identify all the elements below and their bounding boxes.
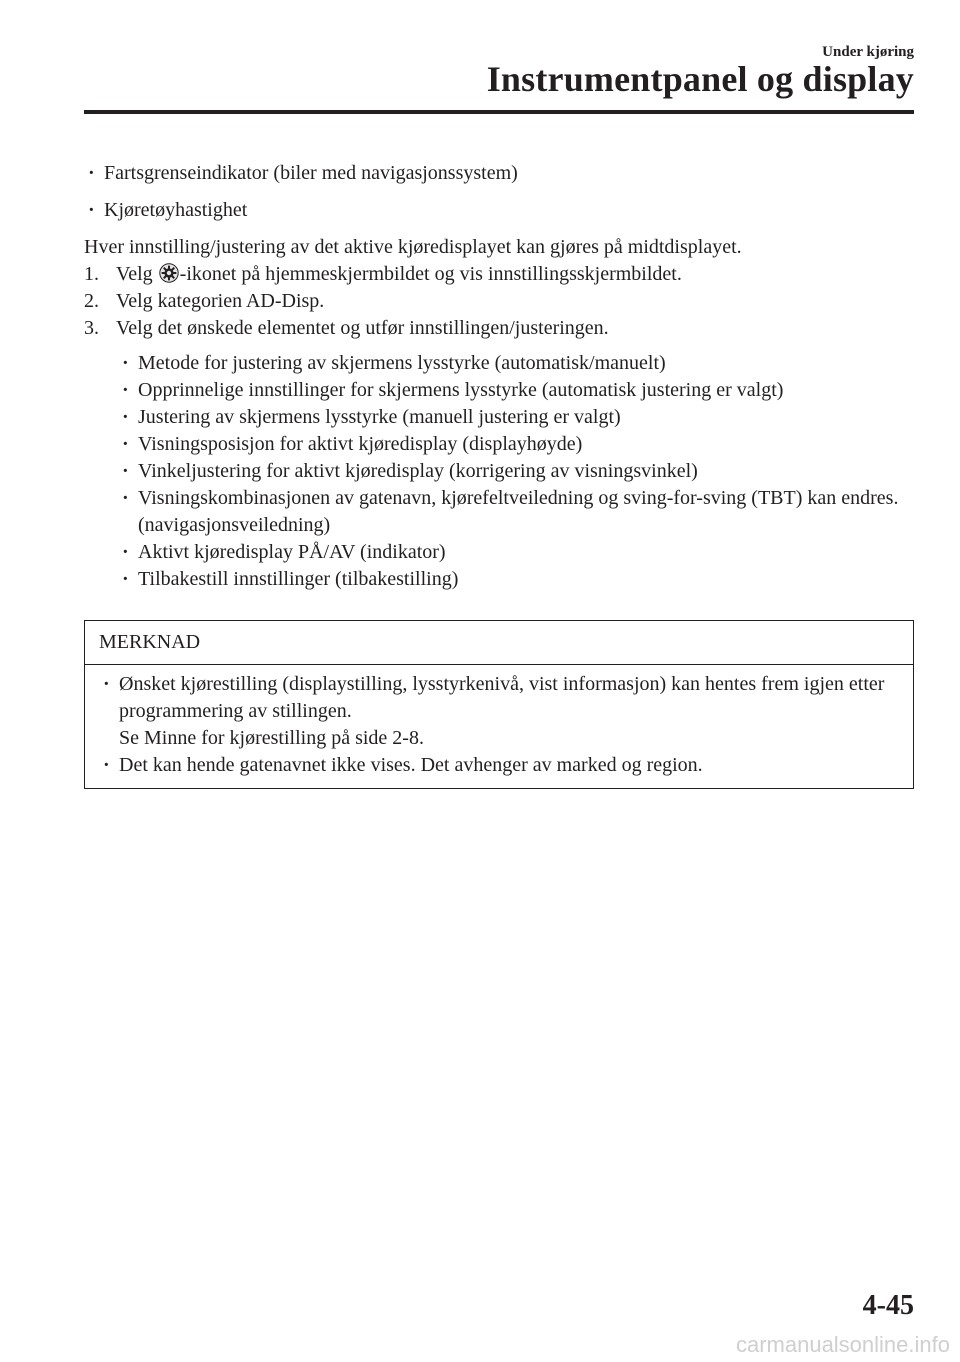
- step-number: 1.: [84, 263, 99, 285]
- step-text-post: -ikonet på hjemmeskjermbildet og vis innstillingsskjermbildet.: [179, 263, 682, 285]
- list-item: · Opprinnelige innstillinger for skjermens lysstyrke (automatisk justering er valgt): [118, 377, 914, 404]
- gear-icon: [159, 263, 179, 283]
- step-item: [84, 261, 914, 288]
- step-text: Velg det ønskede elementet og utfør innstillingen/justeringen.: [116, 317, 609, 339]
- list-item: · Vinkeljustering for aktivt kjøredisplay (korrigering av visningsvinkel): [118, 458, 914, 485]
- intro-paragraph: Hver innstilling/justering av det aktive kjøredisplayet kan gjøres på midtdisplayet.: [84, 236, 742, 258]
- step-text-pre: Velg: [116, 263, 158, 285]
- note-item-text: · Det kan hende gatenavnet ikke vises. Det avhenger av marked og region.: [119, 754, 703, 776]
- list-item: · Fartsgrenseindikator (biler med navigasjonssystem): [84, 160, 914, 187]
- watermark: carmanualsonline.info: [735, 1332, 950, 1357]
- page-title: Instrumentpanel og display: [486, 59, 914, 99]
- list-item: · Justering av skjermens lysstyrke (manuell justering er valgt): [118, 404, 914, 431]
- header-section: Under kjøring: [822, 44, 914, 60]
- page-number: 4-45: [862, 1290, 914, 1321]
- list-item: · Tilbakestill innstillinger (tilbakestilling): [118, 566, 914, 593]
- list-item: · Metode for justering av skjermens lysstyrke (automatisk/manuelt): [118, 350, 914, 377]
- list-item: · Visningskombinasjonen av gatenavn, kjørefeltveiledning og sving-for-sving (TBT) kan endres. (navigasjonsveiledning): [118, 485, 914, 539]
- list-item: · Visningsposisjon for aktivt kjøredisplay (displayhøyde): [118, 431, 914, 458]
- step-text: Velg kategorien AD-Disp.: [116, 290, 325, 312]
- note-item-text: · Ønsket kjørestilling (displaystilling, lysstyrkenivå, vist informasjon) kan hentes frem igjen etter programmering av stillingen.: [119, 673, 885, 722]
- note-item-reference: Se Minne for kjørestilling på side 2-8.: [119, 727, 424, 749]
- sub-list: [84, 350, 914, 593]
- note-body: [85, 665, 913, 788]
- note-item: [99, 752, 899, 779]
- step-number: 2.: [84, 290, 99, 312]
- main-content: [84, 160, 914, 593]
- step-number: 3.: [84, 317, 99, 339]
- list-item: · Aktivt kjøredisplay PÅ/AV (indikator): [118, 539, 914, 566]
- note-title: MERKNAD: [85, 621, 913, 665]
- note-item: [99, 671, 899, 752]
- note-box: [84, 620, 914, 789]
- header-rule: [84, 110, 914, 114]
- step-item: [84, 315, 914, 342]
- step-item: [84, 288, 914, 315]
- list-item: · Kjøretøyhastighet: [84, 197, 914, 224]
